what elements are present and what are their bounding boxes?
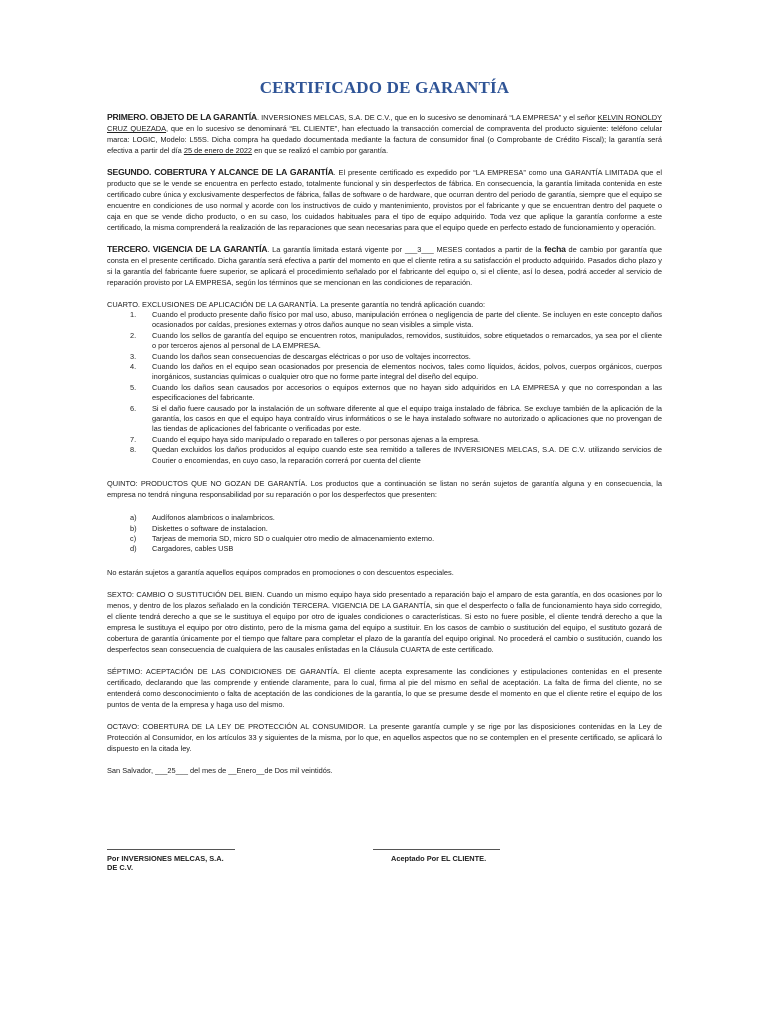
promotions-note: No estarán sujetos a garantía aquellos equipos comprados en promociones o con descuentos especiales. bbox=[107, 567, 454, 577]
signature-company bbox=[107, 849, 235, 872]
clause-tercero: TERCERO. VIGENCIA DE LA GARANTÍA. La garantía limitada estará vigente por ___3___ MESES contados a partir de la fecha de cambio por garantía que consta en el presente certificado. Dicha garantía será efectiva a partir del momento en que el cliente retira a su satisfacción el producto adquirido. Pasados dicho plazo y si la garantía del fabricante fuere superior, se aplicará el procedimiento señalado por el fabricante del equipo o, si el cliente, así lo desea, podrá acceder al servicio de reparación provisto por LA EMPRESA, según los términos que se mencionan en las condiciones de reparación. bbox=[107, 244, 662, 287]
client-name: KELVIN RONOLDY CRUZ QUEZADA bbox=[107, 113, 662, 133]
clause-primero: PRIMERO. OBJETO DE LA GARANTÍA. INVERSIONES MELCAS, S.A. DE C.V., que en lo sucesivo se denominará “LA EMPRESA” y el señor KELVIN RONOLDY CRUZ QUEZADA, que en lo sucesivo se denominará “EL CLIENTE”, han efectuado la transacción comercial de compraventa del producto siguiente: teléfono celular marca: LOGIC, Modelo: L55S. Dicha compra ha quedado documentada mediante la factura de consumidor final (o Comprobante de Crédito Fiscal); la garantía será efectiva a partir del día 25 de enero de 2022 en que se realizó el cambio por garantía. bbox=[107, 112, 662, 155]
excluded-products-list bbox=[107, 513, 662, 555]
warranty-date: 25 de enero de 2022 bbox=[183, 146, 253, 155]
document-title: CERTIFICADO DE GARANTÍA bbox=[259, 78, 510, 97]
list-item: d) Cargadores, cables USB bbox=[130, 544, 234, 554]
signature-client-label: Aceptado Por EL CLIENTE. bbox=[391, 854, 487, 863]
clause-quinto-intro: QUINTO: PRODUCTOS QUE NO GOZAN DE GARANTÍA. Los productos que a continuación se listan no serán sujetos de garantía alguna y en consecuencia, la empresa no tendrá ninguna responsabilidad por su reparación o por los desperfectos que presenten: bbox=[107, 479, 662, 500]
closing-month: __Enero__ bbox=[228, 765, 265, 775]
clause-segundo-heading: SEGUNDO. COBERTURA Y ALCANCE DE LA GARANTÍA bbox=[107, 167, 334, 177]
list-item: 4. Cuando los daños en el equipo sean ocasionados por presencia de elementos nocivos, tales como líquidos, ácidos, polvos, cuerpos orgánicos, cuerpos inorgánicos, sustancias químicas o cualquier otro que no forme parte integral del diseño del equipo. bbox=[130, 362, 662, 382]
signature-line bbox=[373, 849, 500, 850]
list-item: 2. Cuando los sellos de garantía del equipo se encuentren rotos, manipulados, removidos, sustituidos, sobre etiquetados o remarcados, ya sea por el cliente o por terceros ajenos al personal de LA EMPRESA. bbox=[130, 330, 662, 351]
clause-segundo: SEGUNDO. COBERTURA Y ALCANCE DE LA GARANTÍA. El presente certificado es expedido por “LA EMPRESA” como una GARANTÍA LIMITADA que el producto que se le vende se encuentra en perfecto estado, totalmente funcional y sin desperfectos de fábrica. En consecuencia, la garantía limitada contenida en este certificado cubre única y exclusivamente desperfectos de fábrica, fallas de software o de hardware, que ocurran dentro del periodo de garantía, siempre que el equipo se encuentre en condiciones de uso normal y acorde con los instructivos de cuido y mantenimiento, provistos por el fabricante y que se encuentran dentro del paquete o caja en que se vende dicho producto, o en su caso, los cuidados habituales para el tipo de equipo adquirido. Toda vez que aplique la garantía conforme a este certificado, la misma comprenderá la realización de las reparaciones que sean necesarias para que el equipo quede en perfecto estado de funcionamiento y operación. bbox=[107, 167, 662, 232]
list-item: a) Audífonos alambricos o inalambricos. bbox=[130, 513, 275, 523]
clause-cuarto-intro: CUARTO. EXCLUSIONES DE APLICACIÓN DE LA GARANTÍA. La presente garantía no tendrá aplicación cuando: bbox=[107, 300, 486, 309]
warranty-months: ___3___ bbox=[404, 245, 434, 254]
clause-sexto: SEXTO: CAMBIO O SUSTITUCIÓN DEL BIEN. Cuando un mismo equipo haya sido presentado a reparación bajo el amparo de esta garantía, en dos ocasiones por lo menos, y dentro de los plazos señalado en la condición TERCERA. VIGENCIA DE LA GARANTÍA, sin que el desperfecto o falla de funcionamiento haya sido corregido, el cliente tendrá derecho a que se le sustituya el equipo por otro de iguales condiciones o características. Si esto no fuere posible, el cliente tendrá derecho a que la empresa le sustituya el equipo por otro distinto, pero de la misma gama del equipo a sustituir. En los casos de cambio o sustitución del equipo, el sustituto gozará de cobertura de garantía únicamente por el tiempo que faltare para completar el plazo de la garantía del equipo original. No procederá el cambio o sustitución, cuando los desperfectos sean consecuencia de cualquiera de las causales enlistadas en la Cláusula CUARTA de este certificado. bbox=[107, 589, 662, 654]
list-item: 3. Cuando los daños sean consecuencias de descargas eléctricas o por uso de voltajes incorrectos. bbox=[130, 351, 471, 361]
clause-octavo: OCTAVO: COBERTURA DE LA LEY DE PROTECCIÓN AL CONSUMIDOR. La presente garantía cumple y se rige por las disposiciones contenidas en la Ley de Protección al Consumidor, en los artículos 33 y siguientes de la misma, por lo que, en aquellos aspectos que no se contemplen en el presente certificado, se aplicará lo dispuesto en la citada ley. bbox=[107, 721, 662, 753]
list-item: 1. Cuando el producto presente daño físico por mal uso, abuso, manipulación errónea o negligencia de parte del cliente. Se incluyen en este concepto daños ocasionados por caídas, presiones externas y otros daños aunque no sean visibles a simple vista. bbox=[130, 310, 662, 330]
list-item: 8. Quedan excluidos los daños producidos al equipo cuando este sea remitido a talleres de INVERSIONES MELCAS, S.A. DE C.V. utilizando servicios de Courier o encomiendas, en cuyo caso, la reparación correrá por cuenta del cliente bbox=[130, 445, 662, 465]
list-item: b) Diskettes o software de instalacion. bbox=[130, 523, 268, 533]
signature-client bbox=[373, 849, 500, 863]
closing-day: ___25___ bbox=[155, 765, 188, 775]
signature-line bbox=[107, 849, 235, 850]
list-item: c) Tarjeas de memoria SD, micro SD o cualquier otro medio de almacenamiento externo. bbox=[130, 533, 435, 543]
clause-primero-heading: PRIMERO. OBJETO DE LA GARANTÍA bbox=[107, 112, 257, 122]
list-item: 5. Cuando los daños sean causados por accesorios o equipos externos que no hayan sido adquiridos en LA EMPRESA y que no correspondan a las especificaciones del fabricante. bbox=[130, 382, 662, 403]
clause-septimo: SÉPTIMO: ACEPTACIÓN DE LAS CONDICIONES DE GARANTÍA. El cliente acepta expresamente las condiciones y estipulaciones contenidas en el presente certificado, declarando que las comprende y entiende claramente, para lo cual, firma al pie del mismo en señal de aceptación. La falta de firma del cliente, no se entenderá como desconocimiento o falta de aceptación de las condiciones de la garantía, lo que se presume desde el momento en que el cliente retire el equipo de los puntos de venta de la empresa y haga uso del mismo. bbox=[107, 666, 662, 709]
closing-date-line: San Salvador, ___25___ del mes de __Enero__de Dos mil veintidós. bbox=[107, 765, 333, 775]
clause-tercero-heading: TERCERO. VIGENCIA DE LA GARANTÍA bbox=[107, 244, 268, 254]
signature-company-label: Por INVERSIONES MELCAS, S.A. DE C.V. bbox=[107, 854, 224, 872]
exclusions-list bbox=[107, 310, 662, 466]
list-item: 6. Si el daño fuere causado por la instalación de un software diferente al que el equipo traiga instalado de fábrica. Se excluye también de la aplicación de la garantía, los casos en que el equipo haya contraído virus informáticos o se le haya instalado software no autorizado o aplicaciones que no provengan de las tiendas de aplicaciones del fabricante o verificadas por este. bbox=[130, 403, 662, 434]
list-item: 7. Cuando el equipo haya sido manipulado o reparado en talleres o por personas ajenas a la empresa. bbox=[130, 434, 480, 444]
